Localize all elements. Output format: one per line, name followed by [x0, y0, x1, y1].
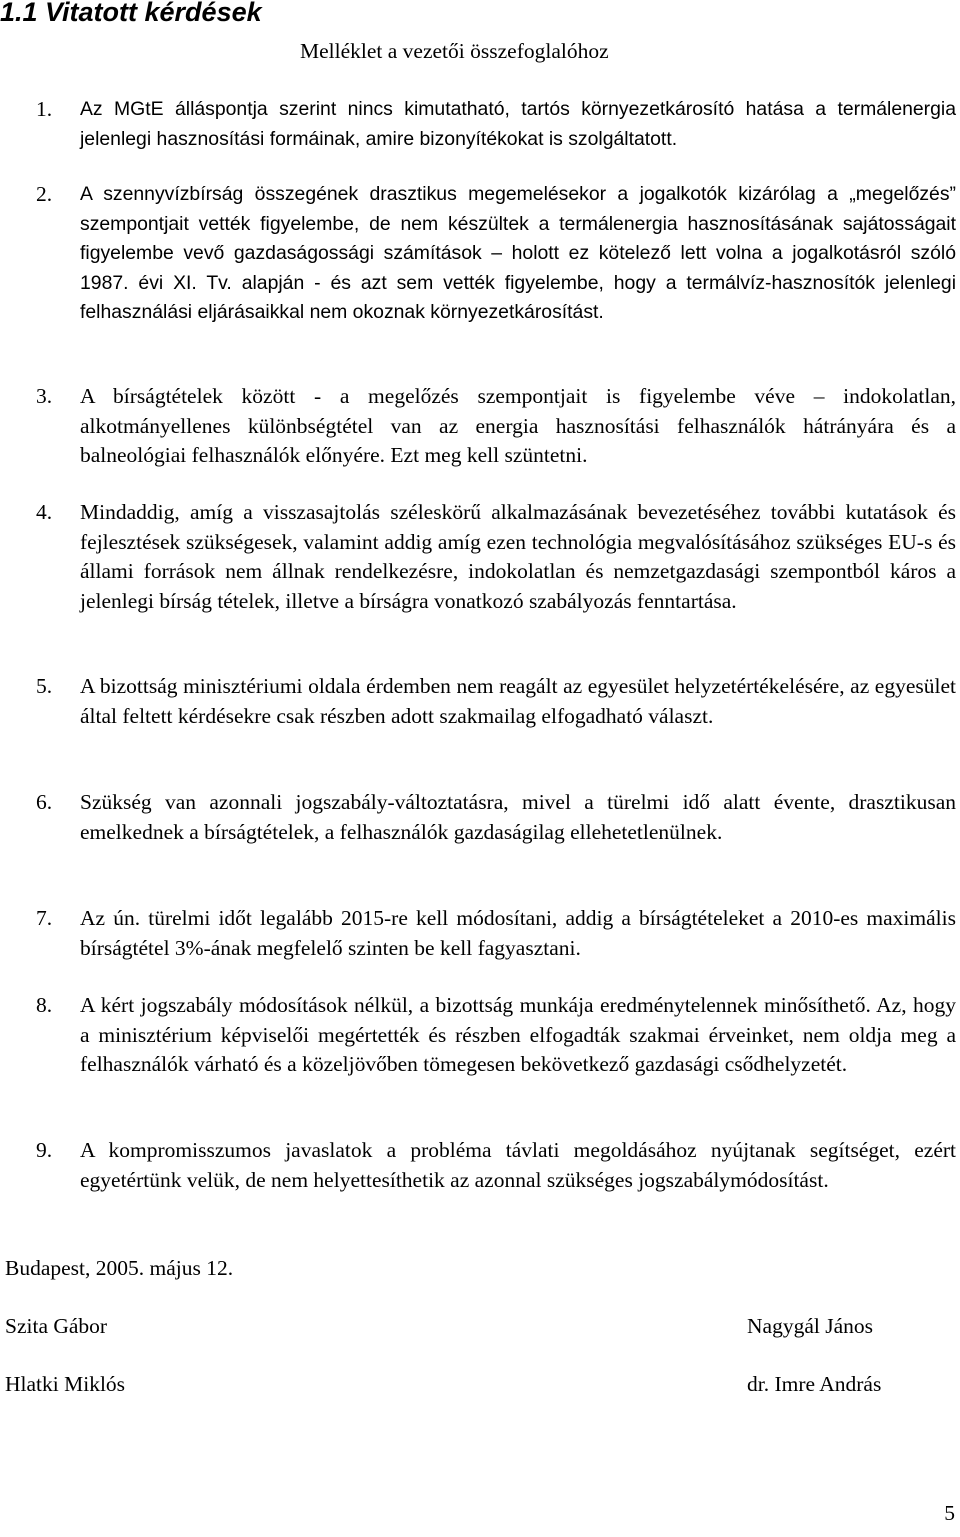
list-item-number: 4.: [36, 500, 53, 524]
list-item-text: A kompromisszumos javaslatok a probléma távlati megoldásához nyújtanak segítséget, ezért egyetértünk velük, de nem helyettesíthetik az azonnal szükséges jogszabálymódosítást.: [80, 1138, 956, 1192]
document-subtitle: Melléklet a vezetői összefoglalóhoz: [300, 39, 609, 63]
list-item: [0, 498, 960, 616]
list-item-text: Az MGtE álláspontja szerint nincs kimutatható, tartós környezetkárosító hatása a termálenergia jelenlegi hasznosítási formáinak, amire bizonyítékokat is szolgáltatott.: [80, 98, 956, 150]
list-item-number: 2.: [36, 182, 53, 206]
list-item-text: Mindaddig, amíg a visszasajtolás széleskörű alkalmazásának bevezetéséhez további kutatások és fejlesztések szükségesek, valamint addig amíg ezen technológia megvalósításához szükséges EU-s és állami források nem állnak rendelkezésre, indokolatlan és nemzetgazdasági szempontból káros a jelenlegi bírság tételek, illetve a bírságra vonatkozó szabályozás fenntartása.: [80, 500, 956, 613]
signatory-right-2: dr. Imre András: [747, 1372, 882, 1396]
section-heading: 1.1 Vitatott kérdések: [0, 0, 262, 27]
list-item: [0, 382, 960, 471]
list-item-text: Szükség van azonnali jogszabály-változtatásra, mivel a türelmi idő alatt évente, drasztikusan emelkednek a bírságtételek, a felhasználók gazdaságilag ellehetetlenülnek.: [80, 790, 956, 844]
list-item-number: 5.: [36, 674, 53, 698]
list-item-text: Az ún. türelmi időt legalább 2015-re kell módosítani, addig a bírságtételeket a 2010-es maximális bírságtétel 3%-ának megfelelő szinten be kell fagyasztani.: [80, 906, 956, 960]
signatory-left-1: Szita Gábor: [5, 1314, 108, 1338]
list-item-number: 9.: [36, 1138, 53, 1162]
list-item: [0, 1136, 960, 1195]
list-item: [0, 904, 960, 963]
signatory-right-1: Nagygál János: [747, 1314, 873, 1338]
signatory-left-2: Hlatki Miklós: [5, 1372, 126, 1396]
list-item-text: A kért jogszabály módosítások nélkül, a bizottság munkája eredménytelennek minősíthető. Az, hogy a minisztérium képviselői megértették és részben elfogadták szakmai érveinket, nem oldja meg a felhasználók várható és a közeljövőben tömegesen bekövetkező gazdasági csődhelyzetét.: [80, 993, 956, 1076]
list-item-text: A szennyvízbírság összegének drasztikus megemelésekor a jogalkotók kizárólag a „megelőzés” szempontjait vették figyelembe, de nem készültek a termálenergia hasznosításának sajátosságait figyelembe vevő gazdaságossági számítások – holott ez kötelező lett volna a jogalkotásról szóló 1987. évi XI. Tv. alapján - és azt sem vették figyelembe, hogy a termálvíz-hasznosítók jelenlegi felhasználási eljárásaikkal nem okoznak környezetkárosítást.: [80, 183, 956, 323]
list-item: [0, 672, 960, 731]
list-item: [0, 95, 960, 154]
list-item-number: 7.: [36, 906, 53, 930]
list-item: [0, 991, 960, 1080]
date-line: Budapest, 2005. május 12.: [5, 1256, 234, 1280]
list-item-number: 3.: [36, 384, 53, 408]
page-number: 5: [944, 1501, 955, 1525]
list-item: [0, 788, 960, 847]
list-item-number: 8.: [36, 993, 53, 1017]
list-item-text: A bizottság minisztériumi oldala érdemben nem reagált az egyesület helyzetértékelésére, az egyesület által feltett kérdésekre csak részben adott szakmailag elfogadható választ.: [80, 674, 956, 728]
list-item-number: 6.: [36, 790, 53, 814]
list-item: [0, 180, 960, 328]
list-item-number: 1.: [36, 97, 53, 121]
list-item-text: A bírságtételek között - a megelőzés szempontjait is figyelembe véve – indokolatlan, alkotmányellenes különbségtétel van az energia hasznosítási felhasználók hátrányára és a balneológiai felhasználók előnyére. Ezt meg kell szüntetni.: [80, 384, 956, 467]
